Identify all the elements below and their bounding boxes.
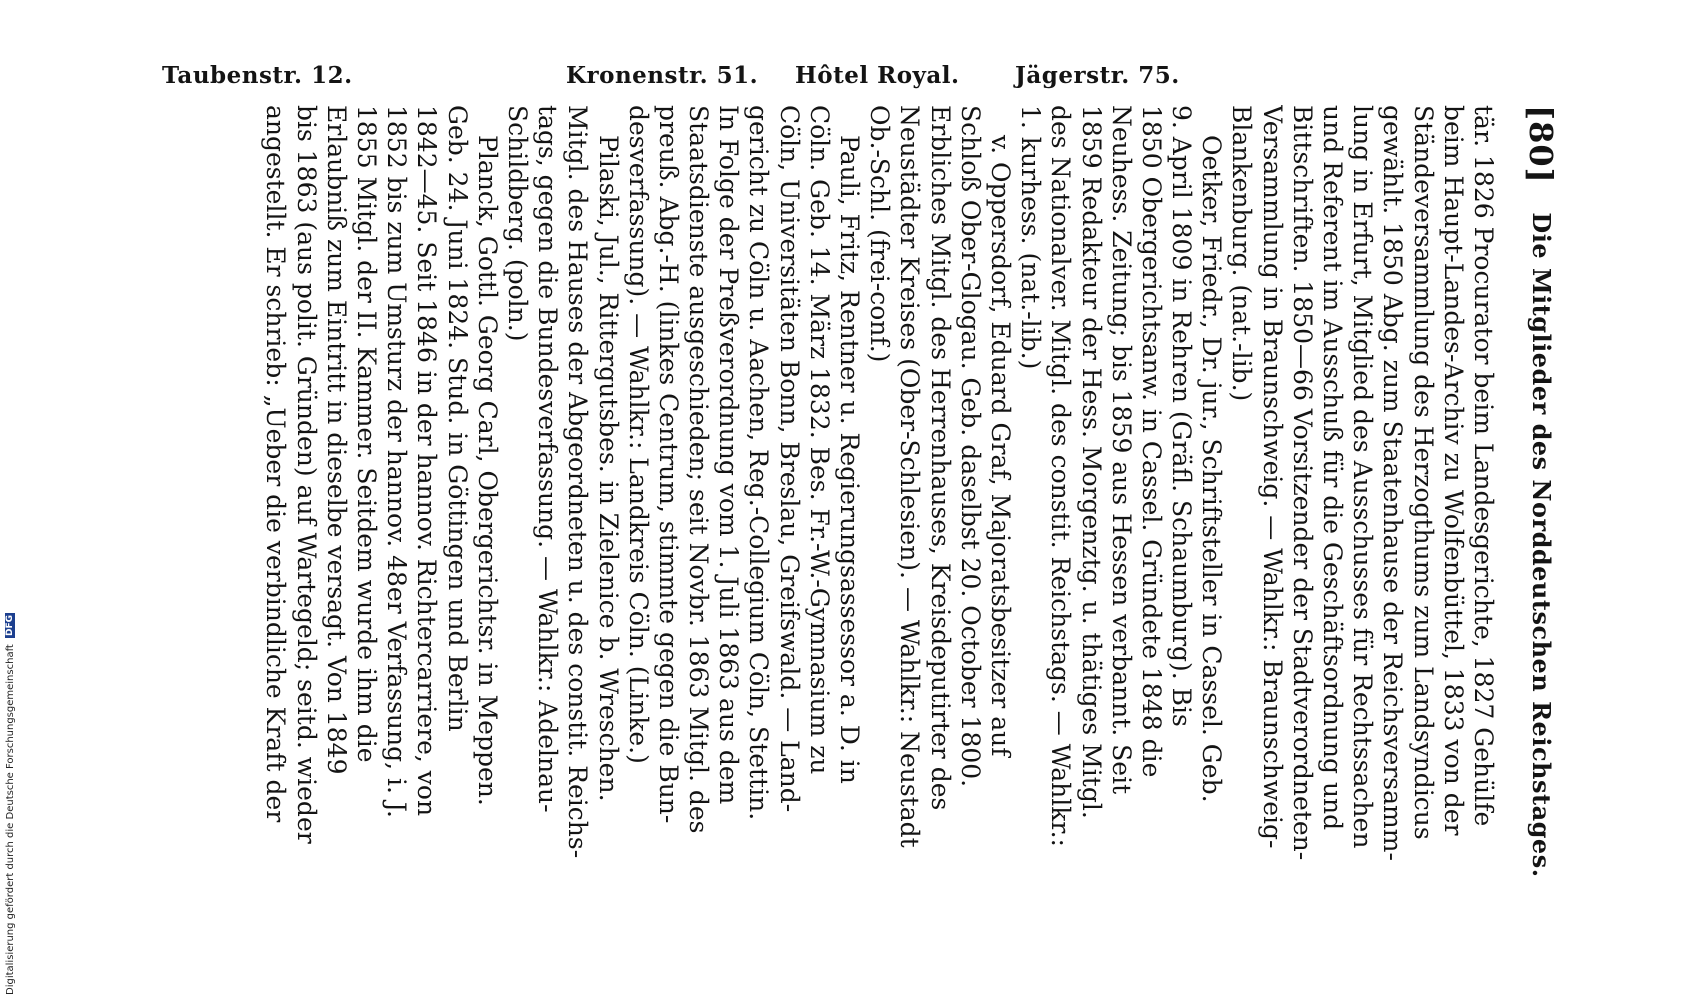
text-line: und Referent im Ausschuß für die Geschäftsordnung und [1318,105,1348,831]
column-header: Taubenstr. 12. [162,62,353,89]
text-line: v. Oppersdorf, Eduard Graf, Majoratsbesitzer auf [986,135,1015,757]
text-line: beim Haupt-Landes-Archiv zu Wolfenbüttel, 1833 von der [1438,105,1468,836]
text-line: tags, gegen die Bundesverfassung. — Wahlkr.: Adelnau- [533,105,563,813]
text-line: 1842—45. Seit 1846 in der hannov. Richtercarriere, von [412,105,442,817]
text-line: Geb. 24. Juni 1824. Stud. in Göttingen und Berlin [442,105,472,732]
text-line: 9. April 1809 in Rehren (Gräfl. Schaumburg). Bis [1167,105,1197,727]
text-line: Oetker, Friedr., Dr. jur., Schriftsteller in Cassel. Geb. [1197,135,1227,803]
text-line: Blankenburg. (nat.-lib.) [1227,105,1257,402]
text-line: Schloß Ober-Glogau. Geb. daselbst 20. October 1800. [955,105,985,788]
dfg-logo-icon: DFG [5,614,15,636]
text-line: Neuhess. Zeitung; bis 1859 aus Hessen verbannt. Seit [1106,105,1136,795]
text-line: Cöln, Universitäten Bonn, Breslau, Greifswald. — Land- [774,105,804,813]
text-line: gewählt. 1850 Abg. zum Staatenhause der Reichsversamm- [1378,105,1408,861]
text-line: Erbliches Mitgl. des Herrenhauses, Kreisdeputirter des [925,105,955,811]
running-head: Die Mitglieder des Norddeutschen Reichstages. [1527,212,1556,878]
column-header: Jägerstr. 75. [1015,62,1180,89]
text-line: 1859 Redakteur der Hess. Morgenztg. u. thätiges Mitgl. [1076,105,1106,819]
page-number: [80] [1522,105,1560,184]
column-header: Hôtel Royal. [795,62,960,89]
rotated-page-content [140,105,1560,985]
text-line: Neustädter Kreises (Ober-Schlesien). — Wahlkr.: Neustadt [895,105,925,848]
text-block [260,105,1498,985]
text-line: Pilaski, Jul., Rittergutsbes. in Zielenice b. Wreschen. [593,135,623,802]
credit-text: Digitalisierung gefördert durch die Deutsche Forschungsgemeinschaft [5,644,16,995]
text-line: 1855 Mitgl. der II. Kammer. Seitdem wurde ihm die [352,105,382,763]
text-line: Pauli, Fritz, Rentner u. Regierungsassessor a. D. in [835,135,865,784]
text-line: Planck, Gottl. Georg Carl, Obergerichtsr. in Meppen. [472,135,502,806]
column-header: Kronenstr. 51. [566,62,759,89]
text-line: Bittschriften. 1850—66 Vorsitzender der Stadtverordneten- [1287,105,1317,861]
text-line: 1850 Obergerichtsanw. in Cassel. Gründete 1848 die [1136,105,1166,778]
digitization-credit [5,613,16,995]
text-line: desverfassung). — Wahlkr.: Landkreis Cöln. (Linke.) [623,105,653,764]
text-line: bis 1863 (aus polit. Gründen) auf Wartegeld; seitd. wieder [291,105,321,844]
text-line: Versammlung in Braunschweig. — Wahlkr.: Braunschweig- [1257,105,1287,849]
text-line: des Nationalver. Mitgl. des constit. Reichstags. — Wahlkr.: [1046,105,1076,847]
text-line: Erlaubniß zum Eintritt in dieselbe versagt. Von 1849 [321,105,351,775]
text-line: tär. 1826 Procurator beim Landesgerichte, 1827 Gehülfe [1469,105,1498,827]
text-line: Cöln. Geb. 14. März 1832. Bes. Fr.-W.-Gymnasium zu [804,105,834,775]
text-line: 1. kurhess. (nat.-lib.) [1016,105,1046,370]
text-line: Mitgl. des Hauses der Abgeordneten u. des constit. Reichs- [563,105,593,859]
text-line: preuß. Abg.-H. (linkes Centrum, stimmte gegen die Bun- [653,105,683,824]
text-line: Schildberg. (poln.) [503,105,532,342]
text-line: Ständeversammlung des Herzogthums zum Landsyndicus [1408,105,1438,840]
text-line: lung in Erfurt, Mitglied des Ausschusses für Rechtssachen [1348,105,1378,849]
text-line: 1852 bis zum Umsturz der hannov. 48er Verfassung, i. J. [382,105,412,818]
text-line: gericht zu Cöln u. Aachen, Reg.-Collegium Cöln, Stettin. [744,105,774,821]
text-line: angestellt. Er schrieb: „Ueber die verbindliche Kraft der [261,105,291,823]
text-line: Staatsdienste ausgeschieden; seit Novbr. 1863 Mitgl. des [684,105,714,834]
scanned-page [140,105,1560,985]
text-line: In Folge der Preßverordnung vom 1. Juli 1863 aus dem [714,105,744,805]
text-line: Ob.-Schl. (frei-conf.) [865,105,895,363]
